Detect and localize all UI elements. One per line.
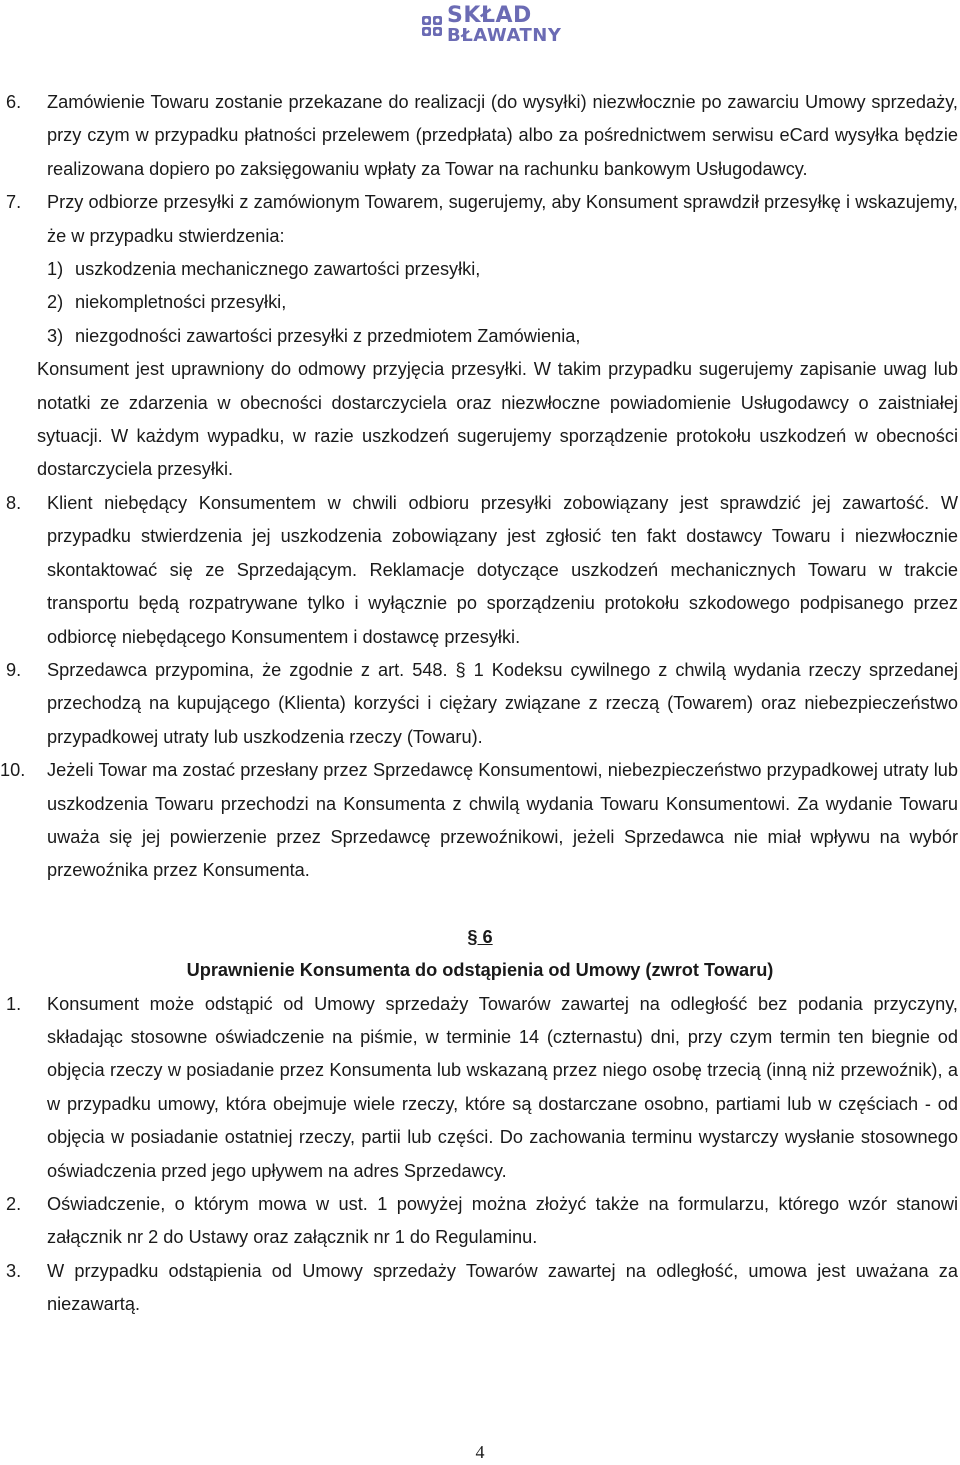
section6-item-1 — [0, 988, 960, 1188]
logo-wordmark — [447, 3, 562, 46]
list-text: Jeżeli Towar ma zostać przesłany przez Sprzedawcę Konsumentowi, niebezpieczeństwo przypadkowej utraty lub uszkodzenia Towaru przechodzi na Konsumenta z chwilą wydania Towaru Konsumentowi. Za wydanie Towaru uważa się jej powierzenie przez Sprzedawcę przewoźnikowi, jeżeli Sprzedawca nie miał wpływu na wybór przewoźnika przez Konsumenta. — [47, 760, 958, 881]
list-text: Klient niebędący Konsumentem w chwili odbioru przesyłki zobowiązany jest sprawdzić jej zawartość. W przypadku stwierdzenia jej uszkodzenia zobowiązany jest zgłosić ten fakt dostawcy Towaru i niezwłocznie skontaktować się ze Sprzedającym. Reklamacje dotyczące uszkodzeń mechanicznych Towaru w trakcie transportu będą rozpatrywane tylko i wyłącznie po sporządzeniu protokołu szkodowego podpisanego przez odbiorcę niebędącego Konsumentem i dostawcę przesyłki. — [47, 492, 958, 647]
list-item-7 — [0, 186, 960, 253]
sub-number: 2) — [47, 292, 64, 313]
sub-text: niezgodności zawartości przesyłki z przedmiotem Zamówienia, — [75, 325, 581, 346]
list-item-6 — [0, 86, 960, 186]
list-text: Przy odbiorze przesyłki z zamówionym Towarem, sugerujemy, aby Konsument sprawdził przesyłkę i wskazujemy, że w przypadku stwierdzenia: — [47, 192, 958, 246]
list-item-8 — [0, 487, 960, 654]
sub-text: niekompletności przesyłki, — [75, 292, 287, 313]
section-number: § 6 — [467, 926, 493, 947]
sub-number: 3) — [47, 325, 64, 346]
sub-item-3 — [37, 320, 960, 353]
list-item-10 — [0, 754, 960, 888]
list-text: Sprzedawca przypomina, że zgodnie z art. 548. § 1 Kodeksu cywilnego z chwilą wydania rzeczy sprzedanej przechodzą na kupującego (Klienta) korzyści i ciężary związane z rzeczą (Towarem) oraz niebezpieczeństwo przypadkowej utraty lub uszkodzenia rzeczy (Towaru). — [47, 659, 958, 747]
page-number: 4 — [475, 1442, 485, 1462]
brand-logo — [421, 3, 562, 46]
sub-item-2 — [37, 286, 960, 319]
section6-item-2 — [0, 1188, 960, 1255]
list-number: 7. — [6, 192, 22, 213]
list-number: 9. — [6, 659, 22, 680]
logo-line-2: BŁAWATNY — [447, 25, 562, 46]
section6-item-3 — [0, 1255, 960, 1322]
document-body — [0, 86, 960, 1322]
list-number: 1. — [6, 993, 22, 1014]
list-number: 2. — [6, 1194, 22, 1214]
section-title: Uprawnienie Konsumenta do odstąpienia od Umowy (zwrot Towaru) — [186, 960, 774, 981]
logo-line-1: SKŁAD — [447, 3, 532, 28]
list-number: 3. — [6, 1260, 22, 1281]
sub-item-1 — [37, 253, 960, 286]
list-number: 10. — [0, 760, 26, 781]
list-number: 8. — [6, 492, 22, 513]
logo-mark-icon — [421, 15, 443, 37]
item-7-continuation: Konsument jest uprawniony do odmowy przyjęcia przesyłki. W takim przypadku sugerujemy zapisanie uwag lub notatki ze zdarzenia w obecności dostarczyciela oraz niezwłoczne powiadomienie Usługodawcy o zaistniałej sytuacji. W każdym wypadku, w razie uszkodzeń sugerujemy sporządzenie protokołu uszkodzeń w obecności dostarczyciela przesyłki. — [37, 359, 958, 480]
list-item-9 — [0, 654, 960, 754]
list-text: Konsument może odstąpić od Umowy sprzedaży Towarów zawartej na odległość bez podania przyczyny, składając stosowne oświadczenie na piśmie, w terminie 14 (czternastu) dni, przy czym termin ten biegnie od objęcia rzeczy w posiadanie przez Konsumenta lub wskazaną przez niego osobę trzecią (inną niż przewoźnik), a w przypadku umowy, która obejmuje wiele rzeczy, które są dostarczane osobno, partiami lub w częściach - od objęcia w posiadanie ostatniej rzeczy, partii lub części. Do zachowania terminu wystarczy wysłanie stosownego oświadczenia przed jego upływem na adres Sprzedawcy. — [47, 993, 958, 1181]
list-number: 6. — [6, 92, 22, 112]
list-text: Zamówienie Towaru zostanie przekazane do realizacji (do wysyłki) niezwłocznie po zawarciu Umowy sprzedaży, przy czym w przypadku płatności przelewem (przedpłata) albo za pośrednictwem serwisu eCard wysyłka będzie realizowana dopiero po zaksięgowaniu wpłaty za Towar na rachunku bankowym Usługodawcy. — [47, 92, 958, 179]
section-sign — [0, 921, 960, 954]
sub-number: 1) — [47, 259, 64, 280]
list-text: Oświadczenie, o którym mowa w ust. 1 powyżej można złożyć także na formularzu, którego wzór stanowi załącznik nr 2 do Ustawy oraz załącznik nr 1 do Regulaminu. — [47, 1194, 958, 1248]
list-text: W przypadku odstąpienia od Umowy sprzedaży Towarów zawartej na odległość, umowa jest uważana za niezawartą. — [47, 1260, 958, 1315]
sub-list — [0, 253, 960, 487]
sub-text: uszkodzenia mechanicznego zawartości przesyłki, — [75, 259, 481, 280]
